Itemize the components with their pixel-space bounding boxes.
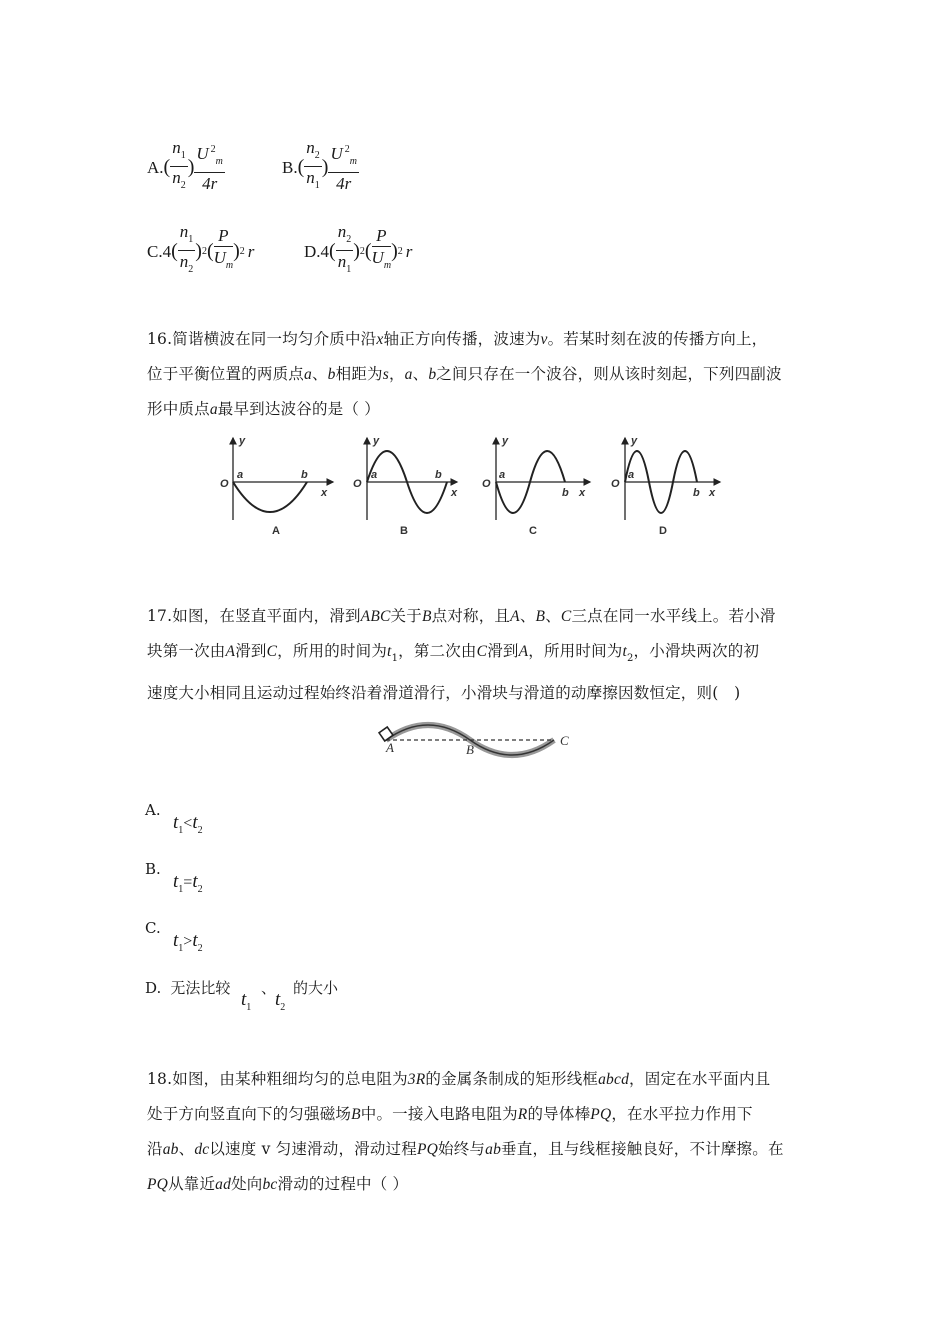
origin-label: O: [220, 478, 229, 490]
q17-option-a[interactable]: A. $t_1<t_2$: [145, 801, 203, 836]
q15-option-b[interactable]: B. ( $\frac{n_2}{n_1}$ ) $\frac{U ^2_m}{4r}$: [282, 138, 359, 197]
q18-stem: 18.如图，由某种粗细均匀的总电阻为3R的金属条制成的矩形线框abcd，固定在水平面内且 处于方向竖直向下的匀强磁场B中。一接入电路电阻为R的导体棒PQ，在水平拉力作用下 沿ab、dc以速度 v 匀速滑动，滑动过程PQ始终与ab垂直，且与线框接触良好，不计摩擦。在 PQ从靠近ad处向bc滑动的过程中（ ）: [147, 1070, 784, 1193]
point-b-label: b: [301, 469, 308, 481]
option-label: C.4: [147, 241, 172, 261]
voltage-fraction: $\frac{U ^2_m}{4r}$: [328, 140, 359, 195]
y-axis-label: y: [239, 435, 246, 447]
q15-option-c[interactable]: C.4 ( $\frac{n_1}{n_2}$ ) 2 ( $\frac{P}{U_m}$ ) 2 r: [147, 222, 254, 281]
n-ratio: $\frac{n_2}{n_1}$: [306, 138, 320, 191]
graph-caption: C: [529, 525, 537, 537]
wave-graph-a[interactable]: [220, 435, 333, 537]
point-a-label: a: [628, 469, 635, 481]
point-b-label: b: [435, 469, 442, 481]
y-axis-label: y: [502, 435, 509, 447]
point-b-label: B: [466, 742, 474, 757]
question-number: 17.: [147, 607, 173, 625]
origin-label: O: [611, 478, 620, 490]
point-a-label: a: [499, 469, 506, 481]
option-label: D.4: [304, 241, 330, 261]
q17-stem: 17.如图，在竖直平面内，滑到ABC关于B点对称，且A、B、C三点在同一水平线上。若小滑 块第一次由A滑到C，所用的时间为$t_1$，第二次由C滑到A，所用时间为$t_2$，小滑块两次的初 速度大小相同且运动过程始终沿着滑道滑行，小滑块与滑道的动摩擦因数恒定，则( ): [147, 607, 776, 702]
origin-label: O: [353, 478, 362, 490]
point-a-label: A: [386, 740, 394, 755]
point-b-label: b: [562, 487, 569, 499]
wave-graph-d[interactable]: [611, 435, 720, 537]
question-number: 16.: [147, 330, 173, 348]
y-axis-label: y: [631, 435, 638, 447]
y-axis-label: y: [373, 435, 380, 447]
point-a-label: a: [371, 469, 378, 481]
x-axis-label: x: [709, 487, 716, 499]
x-axis-label: x: [321, 487, 328, 499]
wave-graphs-figure: [215, 430, 735, 540]
option-label: B.: [282, 157, 298, 177]
option-formula: $t_1=t_2$: [173, 871, 203, 895]
power-fraction: $\frac{P}{U_m}$: [371, 226, 392, 271]
x-axis-label: x: [451, 487, 458, 499]
point-a-label: a: [237, 469, 244, 481]
n-ratio: $\frac{n_1}{n_2}$: [179, 222, 194, 275]
wave-graph-b[interactable]: [353, 435, 458, 537]
wave-graph-c[interactable]: [482, 435, 590, 537]
n-ratio: $\frac{n_2}{n_1}$: [337, 222, 352, 275]
point-b-label: b: [693, 487, 700, 499]
q17-option-d[interactable]: D. 无法比较 $t_1$ 、 $t_2$ 的大小: [145, 979, 339, 1013]
x-axis-label: x: [579, 487, 586, 499]
question-number: 18.: [147, 1070, 173, 1088]
option-formula: $t_1>t_2$: [173, 930, 203, 954]
voltage-fraction: $\frac{U ^2_m}{4r}$: [194, 140, 225, 195]
slide-track-figure: [378, 718, 578, 760]
graph-caption: B: [400, 525, 408, 537]
n-ratio: $\frac{n_1}{n_2}$: [172, 138, 186, 191]
graph-caption: A: [272, 525, 280, 537]
option-label: A.: [147, 157, 164, 177]
graph-caption: D: [659, 525, 667, 537]
option-formula: $t_1<t_2$: [173, 812, 203, 836]
power-fraction: $\frac{P}{U_m}$: [213, 226, 234, 271]
q15-option-a[interactable]: A. ( $\frac{n_1}{n_2}$ ) $\frac{U ^2_m}{4r}$: [147, 138, 225, 197]
q17-option-b[interactable]: B. $t_1=t_2$: [145, 860, 203, 895]
q16-stem: 16.简谐横波在同一均匀介质中沿x轴正方向传播，波速为v。若某时刻在波的传播方向上， 位于平衡位置的两质点a、b相距为s，a、b之间只存在一个波谷，则从该时刻起，下列四副波 形中质点a最早到达波谷的是（ ）: [147, 330, 782, 418]
origin-label: O: [482, 478, 491, 490]
q17-option-c[interactable]: C. $t_1>t_2$: [145, 919, 203, 954]
q15-option-d[interactable]: D.4 ( $\frac{n_2}{n_1}$ ) 2 ( $\frac{P}{U_m}$ ) 2 r: [304, 222, 412, 281]
point-c-label: C: [560, 733, 569, 748]
